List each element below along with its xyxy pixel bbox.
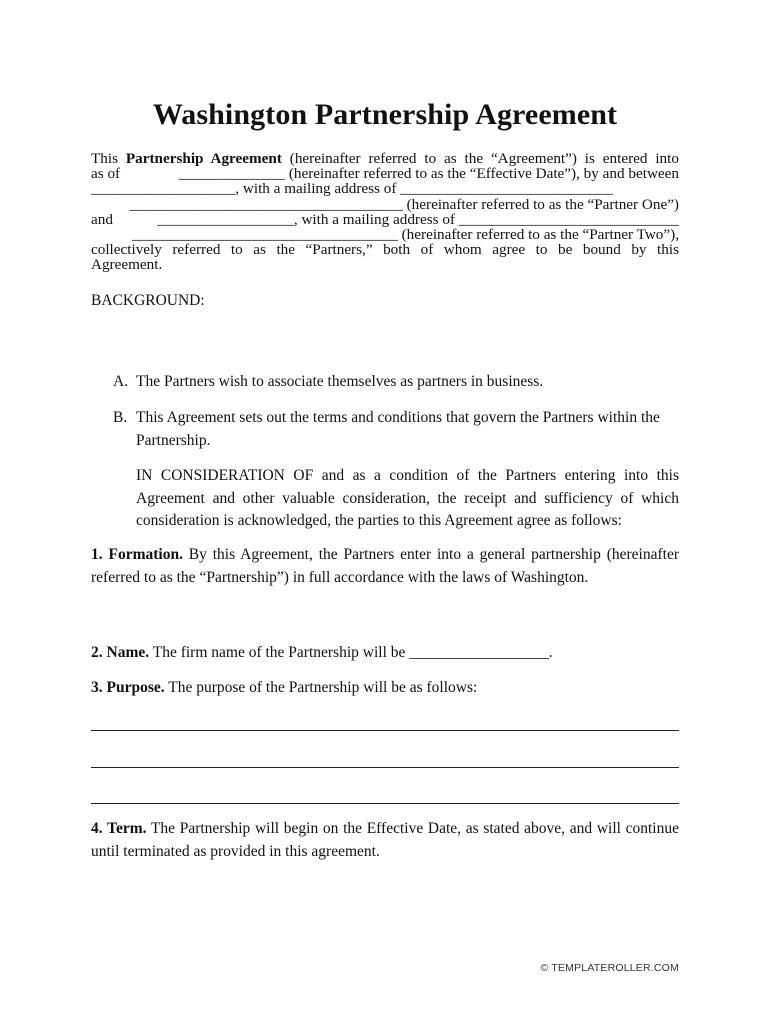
recital-text: The Partners wish to associate themselves as partners in business. xyxy=(136,373,544,390)
intro-line-8: Agreement. xyxy=(91,256,163,274)
recital-label: B. xyxy=(113,409,128,426)
intro-text: as of xyxy=(91,165,121,183)
purpose-blank-line-2 xyxy=(91,767,679,768)
purpose-blank-line-3 xyxy=(91,803,679,804)
purpose-blank-line-1 xyxy=(91,730,679,731)
section-text: The purpose of the Partnership will be as follows: xyxy=(164,679,478,696)
recital-a xyxy=(113,371,679,394)
section-name xyxy=(91,642,679,665)
intro-paragraph xyxy=(91,151,679,273)
intro-line-6: ___________________________________ (hereinafter referred to as the “Partner Two”), xyxy=(132,225,679,243)
section-text: The Partnership will begin on the Effective Date, as stated above, and will continue until terminated as provided in this agreement. xyxy=(91,820,679,860)
intro-line-5 xyxy=(91,212,679,227)
agreement-name-bold: Partnership Agreement xyxy=(125,150,282,167)
section-term xyxy=(91,818,679,863)
section-text: The firm name of the Partnership will be __________________. xyxy=(149,644,553,661)
section-formation xyxy=(91,544,679,589)
intro-line-3: ___________________, with a mailing address of ____________________________ xyxy=(91,180,613,198)
intro-line-2 xyxy=(91,166,679,181)
intro-text: (hereinafter referred to as the “Agreement”) is entered into xyxy=(281,150,679,167)
intro-line-4: ____________________________________ (hereinafter referred to as the “Partner One”) xyxy=(129,195,679,213)
partner-two-blank: __________________, with a mailing address of _____________________________ xyxy=(157,210,679,228)
section-heading: 1. Formation. xyxy=(91,546,183,563)
section-text: By this Agreement, the Partners enter into a general partnership (hereinafter referred to as the “Partnership”) in full accordance with the laws of Washington. xyxy=(91,546,679,586)
intro-text: This xyxy=(91,150,126,167)
intro-line-7: collectively referred to as the “Partners,” both of whom agree to be bound by this xyxy=(91,241,679,259)
recital-text: This Agreement sets out the terms and conditions that govern the Partners within the Partnership. xyxy=(136,409,660,449)
page-title: Washington Partnership Agreement xyxy=(152,98,618,131)
recital-label: A. xyxy=(113,373,129,390)
recital-b xyxy=(113,407,679,452)
footer-credit: © TEMPLATEROLLER.COM xyxy=(540,962,679,974)
effective-date-blank: ______________ (hereinafter referred to as the “Effective Date”), by and between xyxy=(178,165,679,183)
intro-line-1 xyxy=(91,151,679,166)
background-heading: BACKGROUND: xyxy=(91,292,205,309)
section-heading: 3. Purpose. xyxy=(91,679,165,696)
section-heading: 2. Name. xyxy=(91,644,150,661)
section-purpose xyxy=(91,677,679,700)
section-heading: 4. Term. xyxy=(91,820,147,837)
intro-text: and xyxy=(91,210,113,228)
consideration-paragraph: IN CONSIDERATION OF and as a condition of the Partners entering into this Agreement and other valuable consideration, the receipt and sufficiency of which consideration is acknowledged, the parties to this Agreement agree as follows: xyxy=(136,467,679,529)
